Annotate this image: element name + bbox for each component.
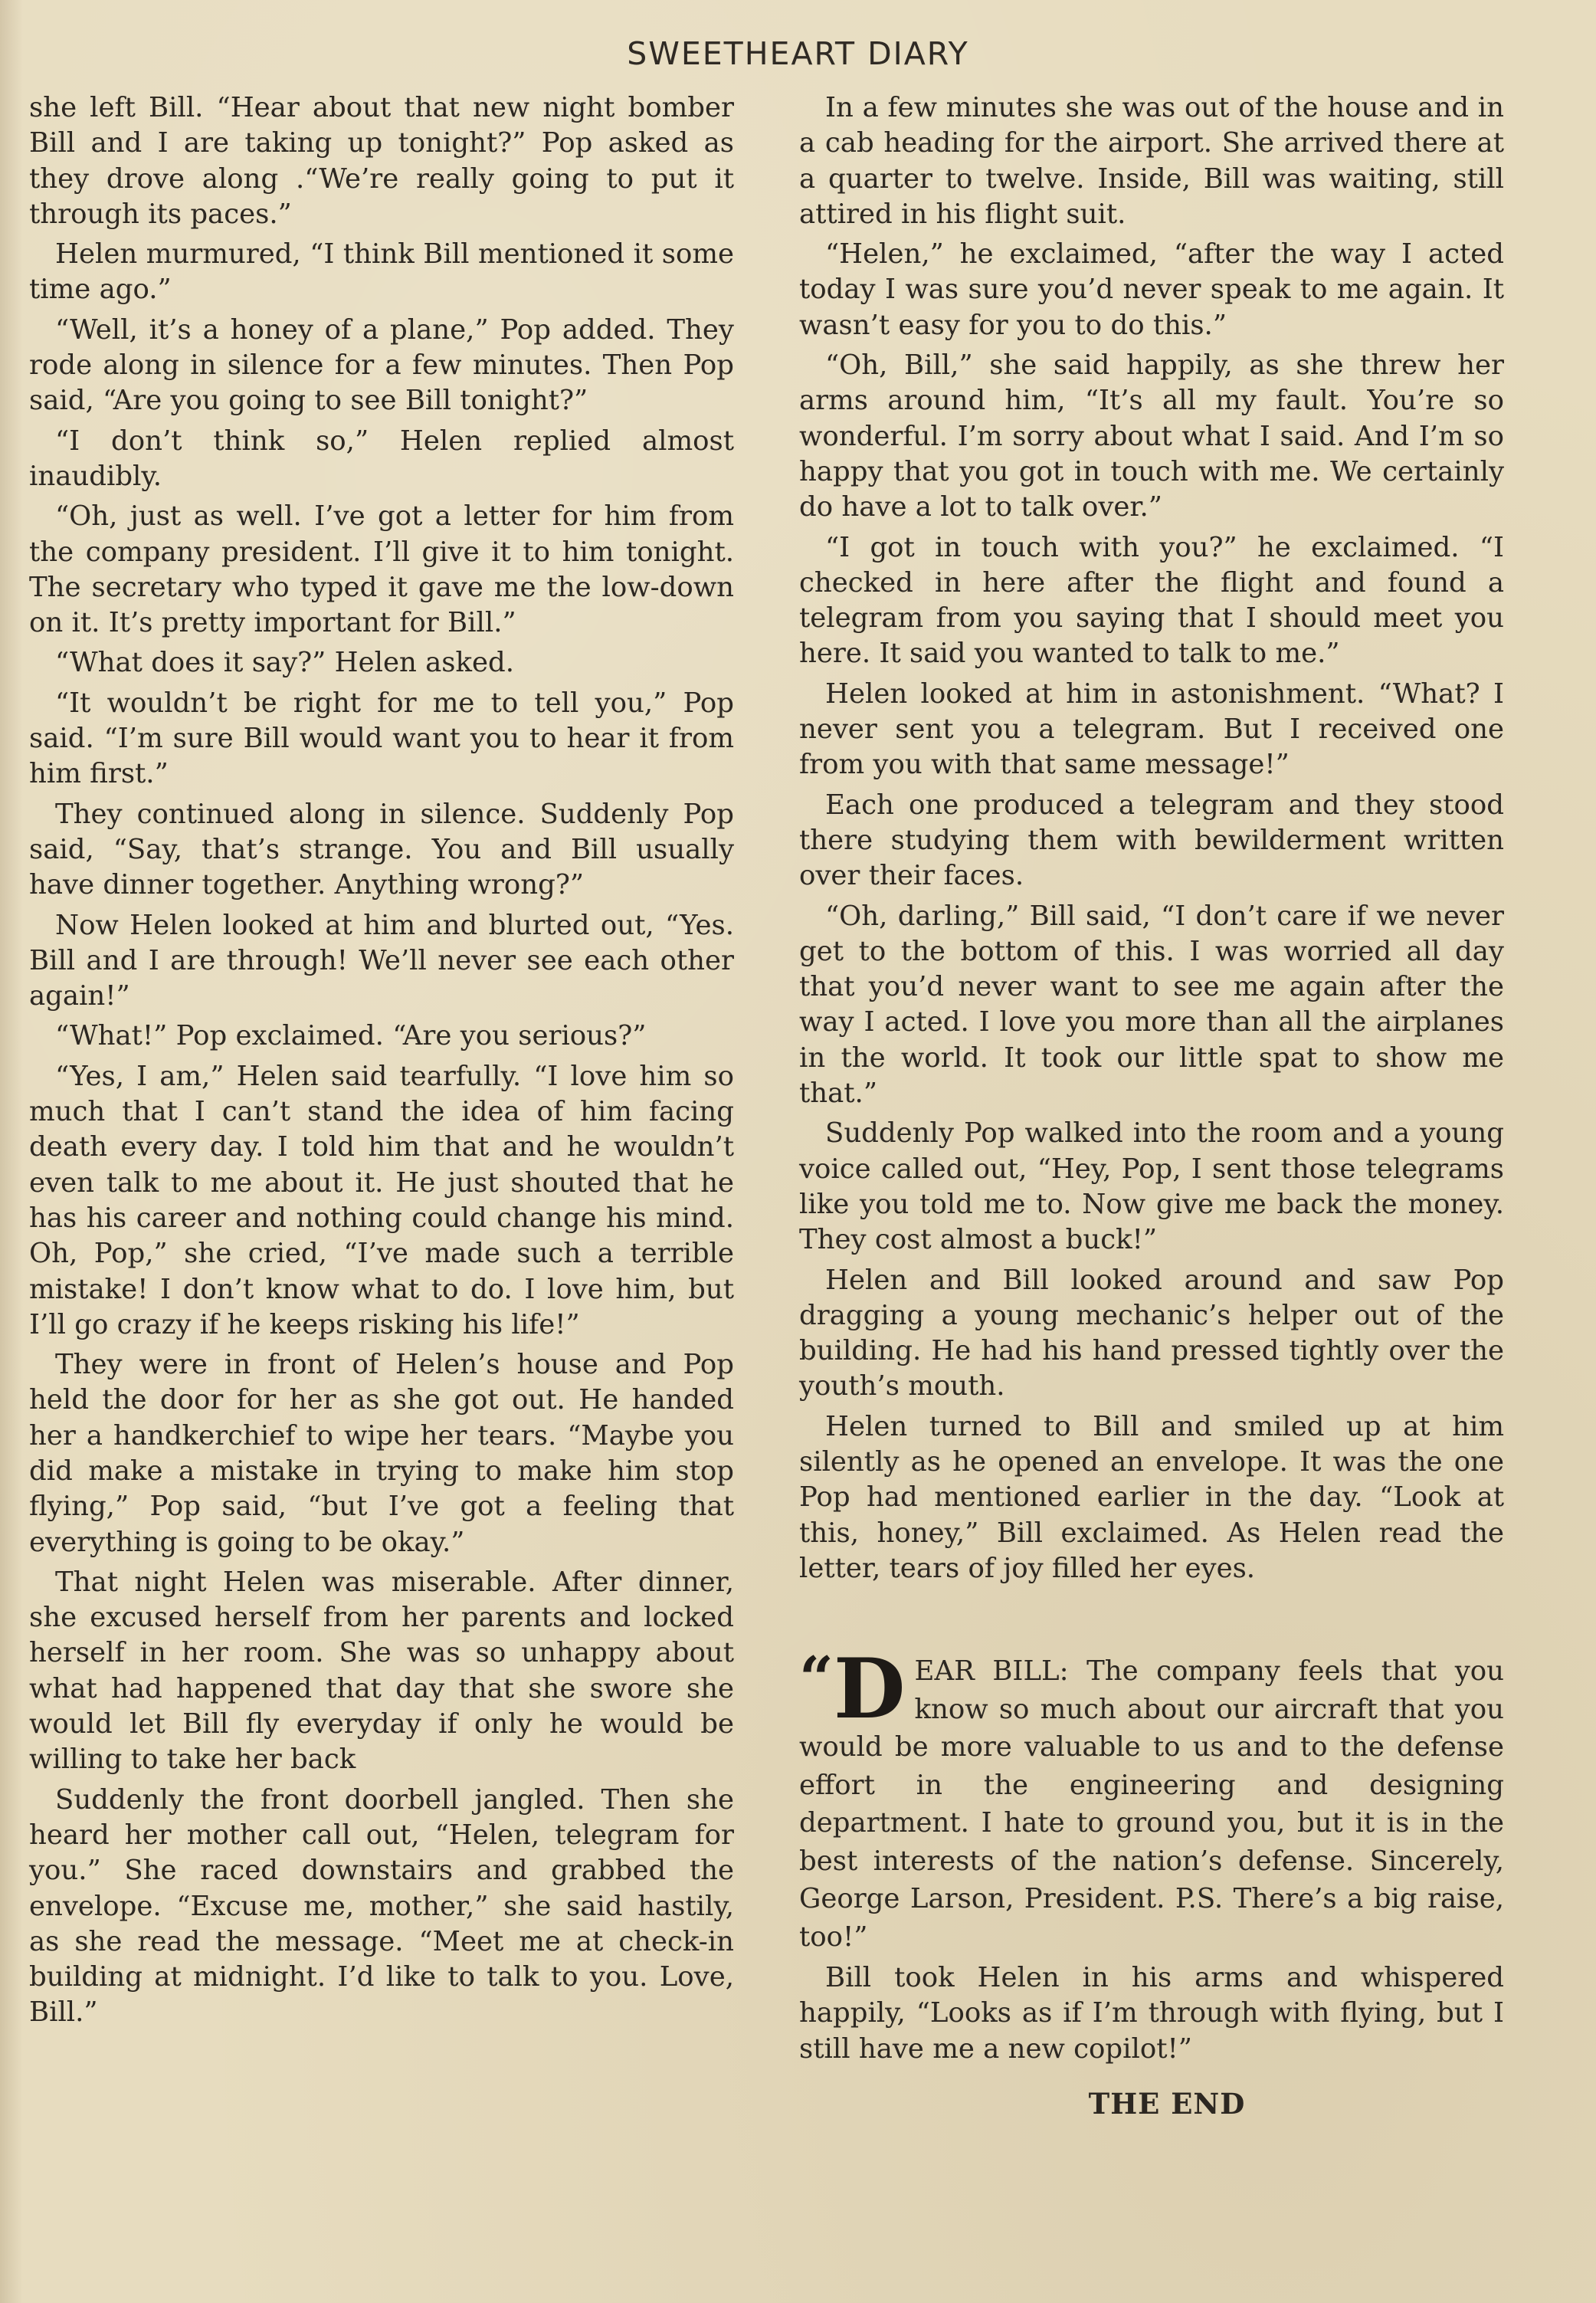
story-paragraph: Helen looked at him in astonishment. “What? I never sent you a telegram. But I received one from you with that same message!” — [799, 677, 1504, 781]
story-paragraph: That night Helen was miserable. After dinner, she excused herself from her parents and locked herself in her room. She was so unhappy about what had happened that day that she swore she would let Bill fly everyday if only he would be willing to take her back — [29, 1566, 734, 1776]
story-paragraph: “Oh, darling,” Bill said, “I don’t care if we never get to the bottom of this. I was worried all day that you’d never want to see me again after the way I acted. I love you more than all the airplanes in the world. It took our little spat to show me that.” — [799, 900, 1504, 1110]
right-column — [799, 90, 1504, 2121]
story-paragraph: “Yes, I am,” Helen said tearfully. “I love him so much that I can’t stand the idea of him facing death every day. I told him that and he wouldn’t even talk to me about it. He just shouted that he has his career and nothing could change his mind. Oh, Pop,” she cried, “I’ve made such a terrible mistake! I don’t know what to do. I love him, but I’ll go crazy if he keeps risking his life!” — [29, 1060, 734, 1340]
story-paragraph: Suddenly the front doorbell jangled. Then she heard her mother call out, “Helen, telegram for you.” She raced downstairs and grabbed the envelope. “Excuse me, mother,” she said hastily, as she read the message. “Meet me at check-in building at midnight. I’d like to talk to you. Love, Bill.” — [29, 1783, 734, 2029]
story-paragraph: Helen turned to Bill and smiled up at him silently as he opened an envelope. It was the one Pop had mentioned earlier in the day. “Look at this, honey,” Bill exclaimed. As Helen read the letter, tears of joy filled her eyes. — [799, 1410, 1504, 1584]
story-paragraph: “Helen,” he exclaimed, “after the way I acted today I was sure you’d never speak to me again. It wasn’t easy for you to do this.” — [799, 238, 1504, 341]
closing-paragraph: Bill took Helen in his arms and whispered happily, “Looks as if I’m through with flying, but I still have me a new copilot!” — [799, 1962, 1504, 2065]
story-paragraph: “It wouldn’t be right for me to tell you,” Pop said. “I’m sure Bill would want you to hear it from him first.” — [29, 687, 734, 790]
story-paragraph: In a few minutes she was out of the house and in a cab heading for the airport. She arrived there at a quarter to twelve. Inside, Bill was waiting, still attired in his flight suit. — [799, 92, 1504, 230]
left-column — [29, 90, 734, 2036]
drop-cap-letter: D — [833, 1641, 906, 1738]
the-end-label: THE END — [1088, 2087, 1246, 2121]
story-paragraph: Suddenly Pop walked into the room and a young voice called out, “Hey, Pop, I sent those telegrams like you told me to. Now give me back the money. They cost almost a buck!” — [799, 1117, 1504, 1256]
story-paragraph: “I got in touch with you?” he exclaimed. “I checked in here after the flight and found a telegram from you saying that I should meet you here. It said you wanted to talk to me.” — [799, 531, 1504, 670]
letter-text: EAR BILL: The company feels that you know so much about our aircraft that you would be more valuable to us and to the defense effort in the engineering and designing department. I hate to ground you, but it is in the best interests of the nation’s defense. Sincerely, George Larson, President. P.S. There’s a big raise, too!” — [799, 1655, 1504, 1953]
story-paragraph: “What does it say?” Helen asked. — [55, 647, 515, 679]
story-paragraph: Helen and Bill looked around and saw Pop dragging a young mechanic’s helper out of the building. He had his hand pressed tightly over the youth’s mouth. — [799, 1264, 1504, 1402]
story-paragraph: Now Helen looked at him and blurted out, “Yes. Bill and I are through! We’ll never see each other again!” — [29, 909, 734, 1012]
story-paragraph: They were in front of Helen’s house and Pop held the door for her as she got out. He handed her a handkerchief to wipe her tears. “Maybe you did make a mistake in trying to make him stop flying,” Pop said, “but I’ve got a feeling that everything is going to be okay.” — [29, 1349, 734, 1558]
story-paragraph: They continued along in silence. Suddenly Pop said, “Say, that’s strange. You and Bill usually have dinner together. Anything wrong?” — [29, 798, 734, 901]
running-head: SWEETHEART DIARY — [627, 35, 969, 72]
story-paragraph: “Oh, Bill,” she said happily, as she threw her arms around him, “It’s all my fault. You’re so wonderful. I’m sorry about what I said. And I’m so happy that you got in touch with me. We certainly do have a lot to talk over.” — [799, 349, 1504, 523]
story-paragraph: “What!” Pop exclaimed. “Are you serious?” — [55, 1020, 647, 1052]
drop-cap-block — [799, 1641, 906, 1738]
company-letter — [799, 1641, 1504, 1956]
story-paragraph: Each one produced a telegram and they stood there studying them with bewilderment written over their faces. — [799, 789, 1504, 892]
story-paragraph: Helen murmured, “I think Bill mentioned it some time ago.” — [29, 238, 734, 306]
story-paragraph: she left Bill. “Hear about that new night bomber Bill and I are taking up tonight?” Pop asked as they drove along .“We’re really going to put it through its paces.” — [29, 92, 734, 230]
opening-quote-mark: “ — [799, 1644, 834, 1714]
story-paragraph: “I don’t think so,” Helen replied almost inaudibly. — [29, 425, 734, 492]
story-paragraph: “Oh, just as well. I’ve got a letter for him from the company president. I’ll give it to him tonight. The secretary who typed it gave me the low-down on it. It’s pretty important for Bill.” — [29, 500, 734, 639]
story-paragraph: “Well, it’s a honey of a plane,” Pop added. They rode along in silence for a few minutes. Then Pop said, “Are you going to see Bill tonight?” — [29, 313, 734, 417]
